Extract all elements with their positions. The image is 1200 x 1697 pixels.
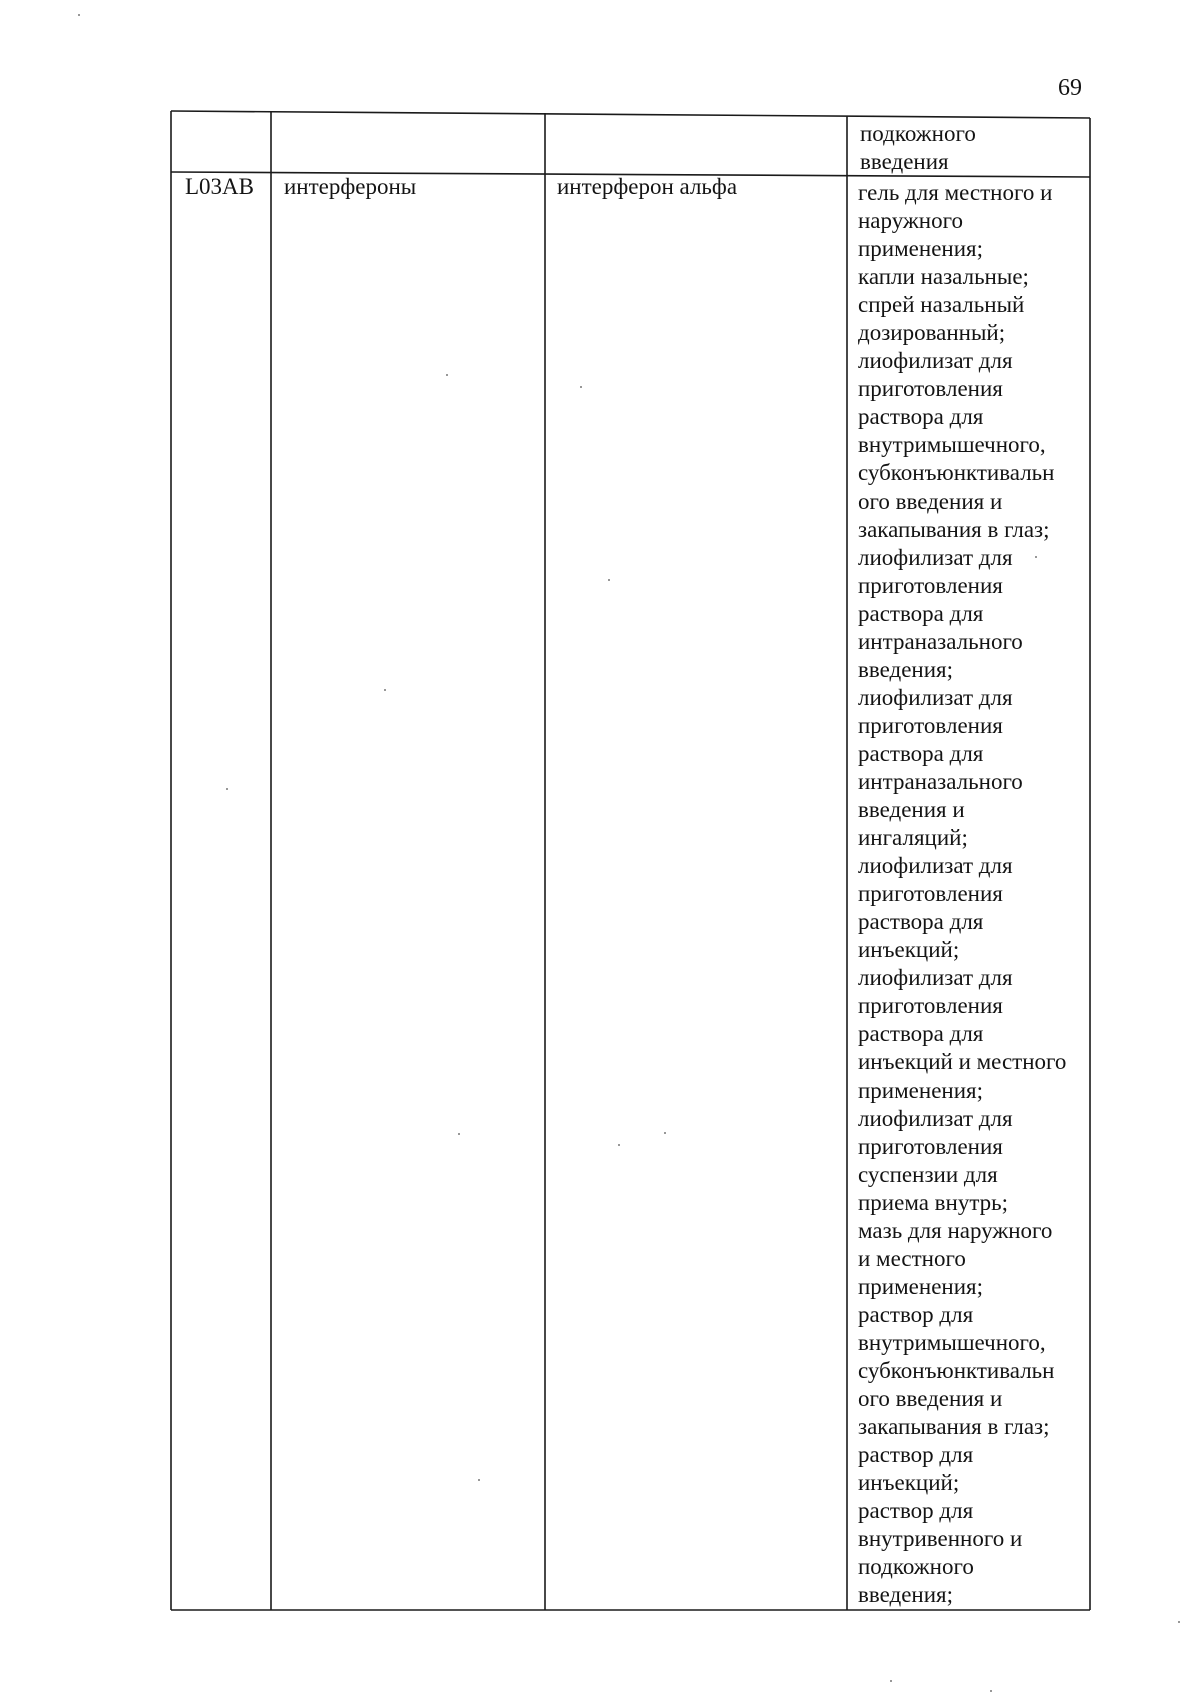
form-line: раствора для: [858, 404, 984, 430]
form-line: капли назальные;: [858, 264, 1029, 290]
group-name-cell: интерфероны: [284, 174, 417, 199]
form-line: лиофилизат для: [858, 965, 1013, 991]
form-line: и местного: [858, 1245, 966, 1271]
form-line: лиофилизат для: [858, 348, 1013, 374]
form-line: лиофилизат для: [858, 544, 1013, 570]
form-line: закапывания в глаз;: [858, 516, 1050, 542]
form-line: применения;: [858, 1273, 983, 1299]
form-line: ого введения и: [858, 488, 1003, 514]
drug-name-cell: интерферон альфа: [557, 174, 738, 199]
scan-speck: [608, 579, 610, 581]
form-line: инъекций;: [858, 937, 960, 963]
form-line: приготовления: [858, 1133, 1003, 1159]
form-line: наружного: [858, 208, 963, 234]
form-line: введения;: [858, 656, 953, 682]
form-line: суспензии для: [858, 1161, 998, 1187]
form-line: раствора для: [858, 740, 984, 766]
form-line: приготовления: [858, 376, 1003, 402]
form-line: инъекций;: [858, 1470, 960, 1496]
table-top-border: [171, 111, 1090, 118]
scan-speck: [384, 689, 386, 691]
form-line: подкожного: [858, 1554, 974, 1580]
form-line: введения и: [858, 797, 965, 823]
scan-speck: [1178, 1621, 1180, 1623]
form-line: раствор для: [858, 1442, 974, 1468]
form-line: приема внутрь;: [858, 1189, 1009, 1215]
atc-code-cell: L03AB: [185, 174, 254, 199]
form-line: приготовления: [858, 881, 1003, 907]
scan-speck: [458, 1133, 460, 1135]
form-line: приготовления: [858, 712, 1003, 738]
form-line: раствор для: [858, 1498, 974, 1524]
page-number: 69: [1058, 75, 1082, 101]
form-line: лиофилизат для: [858, 1105, 1013, 1131]
form-line: раствора для: [858, 600, 984, 626]
scan-speck: [446, 374, 448, 376]
scan-speck: [1035, 556, 1037, 558]
scan-speck: [890, 1680, 892, 1682]
form-line: раствора для: [858, 1021, 984, 1047]
form-line: ингаляций;: [858, 825, 968, 851]
form-line: внутримышечного,: [858, 1329, 1046, 1355]
form-line: внутривенного и: [858, 1526, 1023, 1552]
form-line: субконъюнктивальн: [858, 460, 1055, 486]
form-line: мазь для наружного: [858, 1217, 1053, 1243]
form-line: интраназального: [858, 628, 1023, 654]
dosage-form-cell: [858, 179, 1066, 1609]
form-line: применения;: [858, 236, 983, 262]
form-line: введения;: [858, 1582, 953, 1608]
scan-speck: [618, 1144, 620, 1146]
form-line: приготовления: [858, 572, 1003, 598]
form-line: гель для местного и: [858, 180, 1053, 205]
form-line: интраназального: [858, 768, 1023, 794]
scan-speck: [990, 1690, 992, 1692]
form-line: закапывания в глаз;: [858, 1414, 1050, 1440]
form-line: раствора для: [858, 909, 984, 935]
form-line: введения: [860, 149, 949, 175]
form-line: приготовления: [858, 993, 1003, 1019]
form-line: подкожного: [860, 121, 976, 146]
form-line: ого введения и: [858, 1386, 1003, 1412]
form-line: внутримышечного,: [858, 432, 1046, 458]
scan-speck: [226, 788, 228, 790]
form-line: дозированный;: [858, 320, 1006, 346]
scan-speck: [664, 1132, 666, 1134]
scan-speck: [580, 386, 582, 388]
form-line: лиофилизат для: [858, 853, 1013, 879]
form-line: лиофилизат для: [858, 684, 1013, 710]
form-line: применения;: [858, 1077, 983, 1103]
form-line: субконъюнктивальн: [858, 1357, 1055, 1383]
form-line: раствор для: [858, 1301, 974, 1327]
form-line: инъекций и местного: [858, 1049, 1067, 1075]
scan-speck: [478, 1479, 480, 1481]
continuation-form-cell: [860, 120, 976, 176]
scan-speck: [78, 14, 80, 16]
form-line: спрей назальный: [858, 292, 1025, 318]
